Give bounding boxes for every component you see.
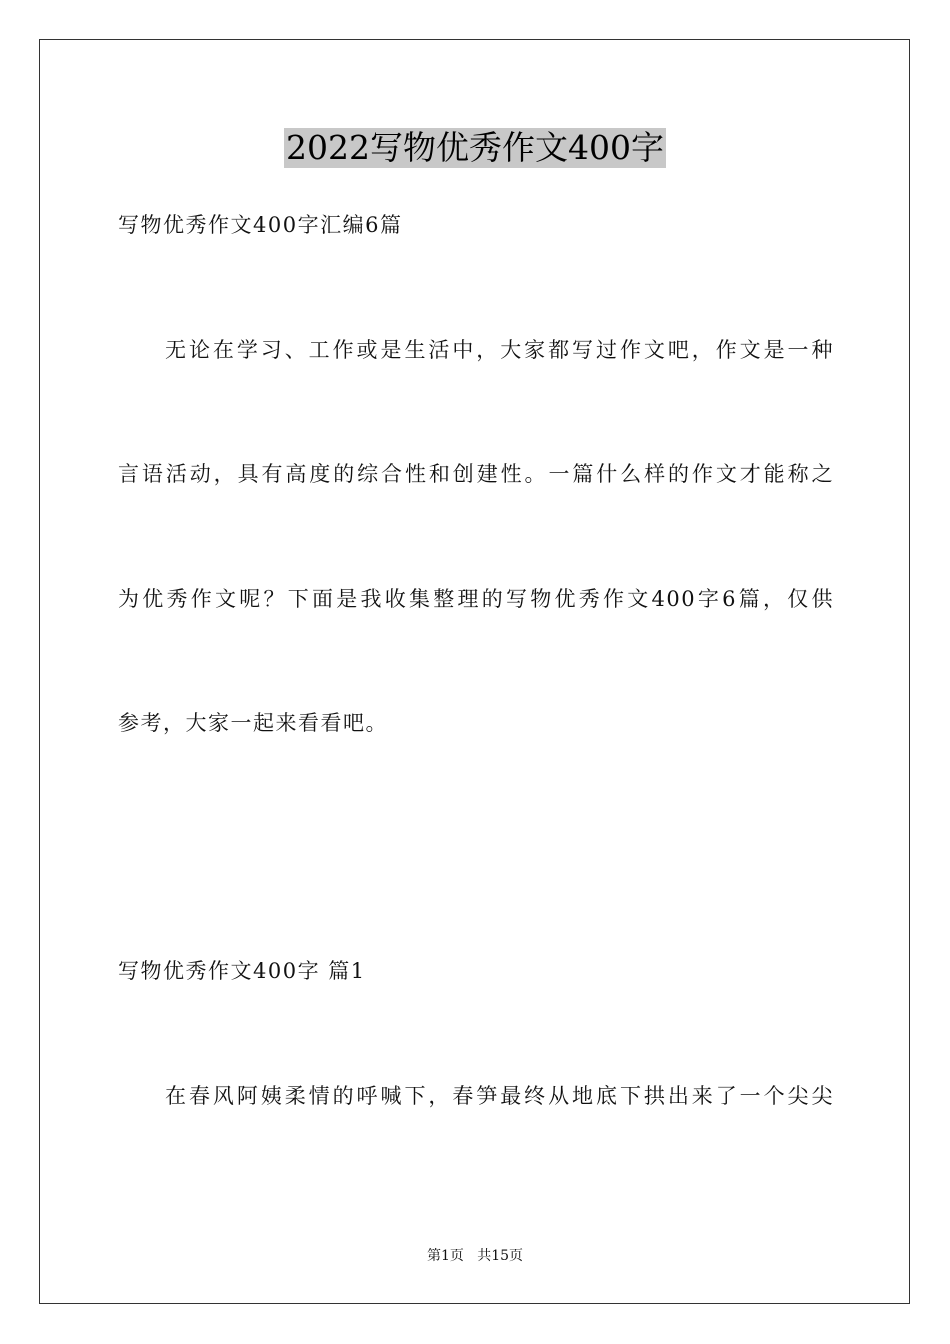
intro-line: 参考，大家一起来看看吧。 <box>118 711 388 735</box>
intro-line: 无论在学习、工作或是生活中，大家都写过作文吧，作文是一种 <box>165 338 834 362</box>
document-title: 2022写物优秀作文400字 <box>286 128 664 167</box>
page-number-label: 第1页 共15页 <box>426 1248 524 1264</box>
intro-line: 言语活动，具有高度的综合性和创建性。一篇什么样的作文才能称之 <box>118 462 834 486</box>
document-subtitle: 写物优秀作文400字汇编6篇 <box>118 213 403 237</box>
intro-line: 为优秀作文呢？下面是我收集整理的写物优秀作文400字6篇，仅供 <box>118 587 834 611</box>
title-container <box>0 128 950 168</box>
section-heading: 写物优秀作文400字 篇1 <box>118 959 366 983</box>
page-footer <box>0 1246 950 1266</box>
section-line: 在春风阿姨柔情的呼喊下，春笋最终从地底下拱出来了一个尖尖 <box>165 1084 834 1108</box>
